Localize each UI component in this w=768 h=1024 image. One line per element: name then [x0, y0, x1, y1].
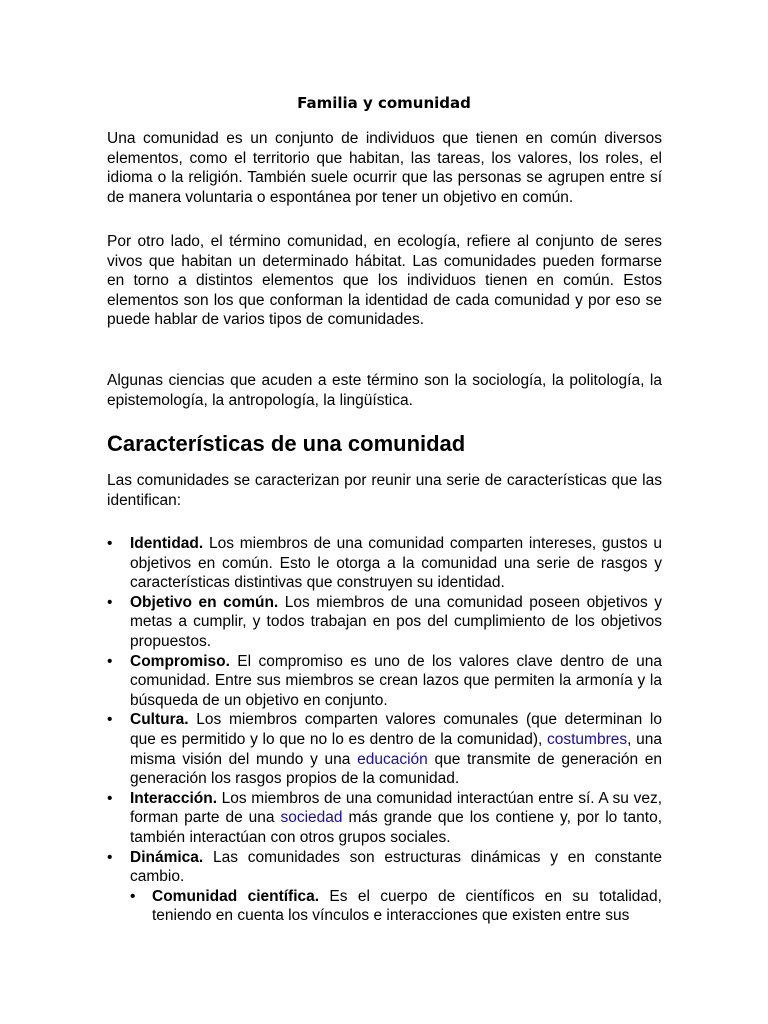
- link-educacion[interactable]: educación: [357, 750, 428, 768]
- link-costumbres[interactable]: costumbres: [546, 730, 628, 748]
- list-item-objetivo: [107, 593, 662, 652]
- paragraph-ecology: Por otro lado, el término comunidad, en ecología, refiere al conjunto de seres vivos que habitan un determinado hábitat. Las comunidades pueden formarse en torno a distintos elementos que los individuos tienen en común. Estos elementos son los que conforman la identidad de cada comunidad y por eso se puede hablar de varios tipos de comunidades.: [107, 233, 662, 329]
- link-sociedad[interactable]: sociedad: [280, 809, 343, 827]
- list-item-interaccion: [107, 789, 662, 848]
- term-compromiso: Compromiso.: [130, 652, 230, 670]
- dinamica-sublist: [130, 887, 662, 926]
- term-cultura: Cultura.: [130, 711, 189, 729]
- text-identidad: Los miembros de una comunidad comparten intereses, gustos u objetivos en común. Esto le otorga a la comunidad una serie de rasgos y características distintivas que construyen su identidad.: [130, 535, 662, 592]
- list-item-cientifica: [130, 887, 662, 926]
- document-title: Familia y comunidad: [297, 94, 471, 112]
- list-item-cultura: [107, 710, 662, 788]
- text-objetivo: Los miembros de una comunidad poseen objetivos y metas a cumplir, y todos trabajan en pos del cumplimiento de los objetivos propuestos.: [130, 593, 662, 650]
- text-interaccion-b: más grande que los contiene y, por lo tanto, también interactúan con otros grupos sociales.: [130, 809, 663, 846]
- text-dinamica: Las comunidades son estructuras dinámicas y en constante cambio.: [130, 848, 662, 886]
- section-heading: Características de una comunidad: [107, 431, 466, 456]
- term-identidad: Identidad.: [130, 535, 204, 552]
- text-interaccion-a: Los miembros de una comunidad interactúan entre sí. A su vez, forman parte de una: [130, 789, 662, 827]
- text-cultura-c: que transmite de generación en generación los rasgos propios de la comunidad.: [130, 750, 662, 788]
- term-interaccion: Interacción.: [130, 789, 217, 807]
- paragraph-sciences: Algunas ciencias que acuden a este término son la sociología, la politología, la epistemología, la antropología, la lingüística.: [107, 372, 662, 409]
- text-cultura-a: Los miembros comparten valores comunales (que determinan lo que es permitido y lo que no lo es dentro de la comunidad),: [130, 711, 662, 748]
- section-intro: Las comunidades se caracterizan por reunir una serie de características que las identifican:: [107, 472, 662, 509]
- term-dinamica: Dinámica.: [130, 848, 204, 866]
- term-objetivo: Objetivo en común.: [130, 593, 279, 611]
- characteristics-list: [107, 534, 662, 926]
- term-cientifica: Comunidad científica.: [152, 887, 320, 905]
- list-item-identidad: [107, 534, 662, 593]
- paragraph-definition: Una comunidad es un conjunto de individuos que tienen en común diversos elementos, como el territorio que habitan, las tareas, los valores, los roles, el idioma o la religión. También suele ocurrir que las personas se agrupen entre sí de manera voluntaria o espontánea por tener un objetivo en común.: [107, 130, 662, 206]
- text-cientifica: Es el cuerpo de científicos en su totalidad, teniendo en cuenta los vínculos e interacciones que existen entre sus: [152, 887, 662, 925]
- text-compromiso: El compromiso es uno de los valores clave dentro de una comunidad. Entre sus miembros se crean lazos que permiten la armonía y la búsqueda de un objetivo en conjunto.: [130, 652, 662, 709]
- text-cultura-b: , una misma visión del mundo y una: [130, 730, 662, 768]
- list-item-compromiso: [107, 652, 662, 711]
- list-item-dinamica: [107, 848, 662, 926]
